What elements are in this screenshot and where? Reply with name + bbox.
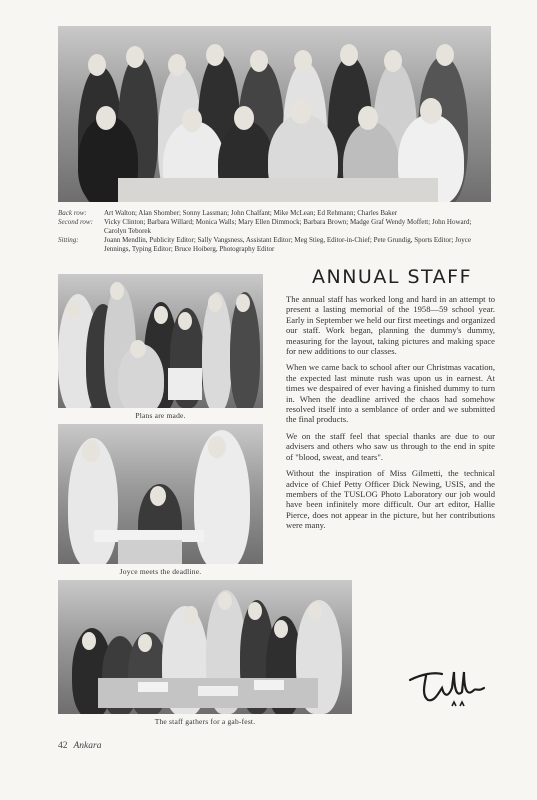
paragraph: We on the staff feel that special thanks are due to our advisers and others who saw us through to the end in spite of "blood, sweat, and tears".: [286, 430, 495, 462]
roster-names: Vicky Clinton; Barbara Willard; Monica Walls; Mary Ellen Dimmock; Barbara Brown; Madge Graf Wendy Moffett; John Howard; Carolyn Teborek: [104, 218, 472, 235]
page-number: 42: [58, 741, 68, 751]
paragraph: Without the inspiration of Miss Gilmetti, the technical advice of Chief Petty Officer Dick Newing, USIS, and the members of the TUSLOG Photo Laboratory our job would have been infinitely more difficult. Our art editor, Hallie Pierce, does not appear in the picture, but her contributions were many.: [286, 468, 495, 531]
roster-names: Joann Mendlin, Publicity Editor; Sally Vangsness, Assistant Editor; Meg Stieg, Editor-in-Chief; Pete Grundig, Sports Editor; Joyce Jennings, Typing Editor; Bruce Hoiberg, Photography Editor: [104, 236, 472, 253]
deadline-photo: [58, 424, 263, 564]
roster-label: Sitting:: [58, 236, 79, 244]
roster-back-row: [58, 209, 488, 218]
roster-names: Art Walton; Alan Shomber; Sonny Lassman; John Chalfant; Mike McLean; Ed Rehmann; Charles Baker: [104, 209, 398, 217]
paragraph: When we came back to school after our Christmas vacation, the expected last minute rush was upon us in earnest. At times we despaired of ever having a finished dummy to turn in. When the deadline arrived the chaos had somehow resolved itself into a semblance of order and we submitted the final products.: [286, 362, 495, 425]
signature-icon: [404, 666, 494, 712]
roster-label: Back row:: [58, 209, 87, 217]
gab-fest-photo: [58, 580, 352, 714]
plans-caption: Plans are made.: [135, 411, 186, 420]
article-body: [286, 294, 495, 537]
page-footer: [58, 741, 101, 751]
roster-sitting-row: [58, 236, 488, 254]
roster-label: Second row:: [58, 218, 93, 226]
group-photo: [58, 26, 491, 202]
plans-photo: [58, 274, 263, 408]
section-heading: ANNUAL STAFF: [312, 266, 472, 288]
gab-fest-caption: The staff gathers for a gab-fest.: [154, 717, 256, 726]
paragraph: The annual staff has worked long and hard in an attempt to present a lasting memorial of the 1958—59 school year. Early in September we held our first meetings and organized our staff. Work began, planning the dummy's dummy, measuring for the layout, taking pictures and making space for new additions to our classes.: [286, 294, 495, 357]
photo-roster: [58, 209, 488, 254]
roster-second-row: [58, 218, 488, 236]
deadline-caption: Joyce meets the deadline.: [119, 567, 202, 576]
publication-name: Ankara: [73, 741, 102, 751]
